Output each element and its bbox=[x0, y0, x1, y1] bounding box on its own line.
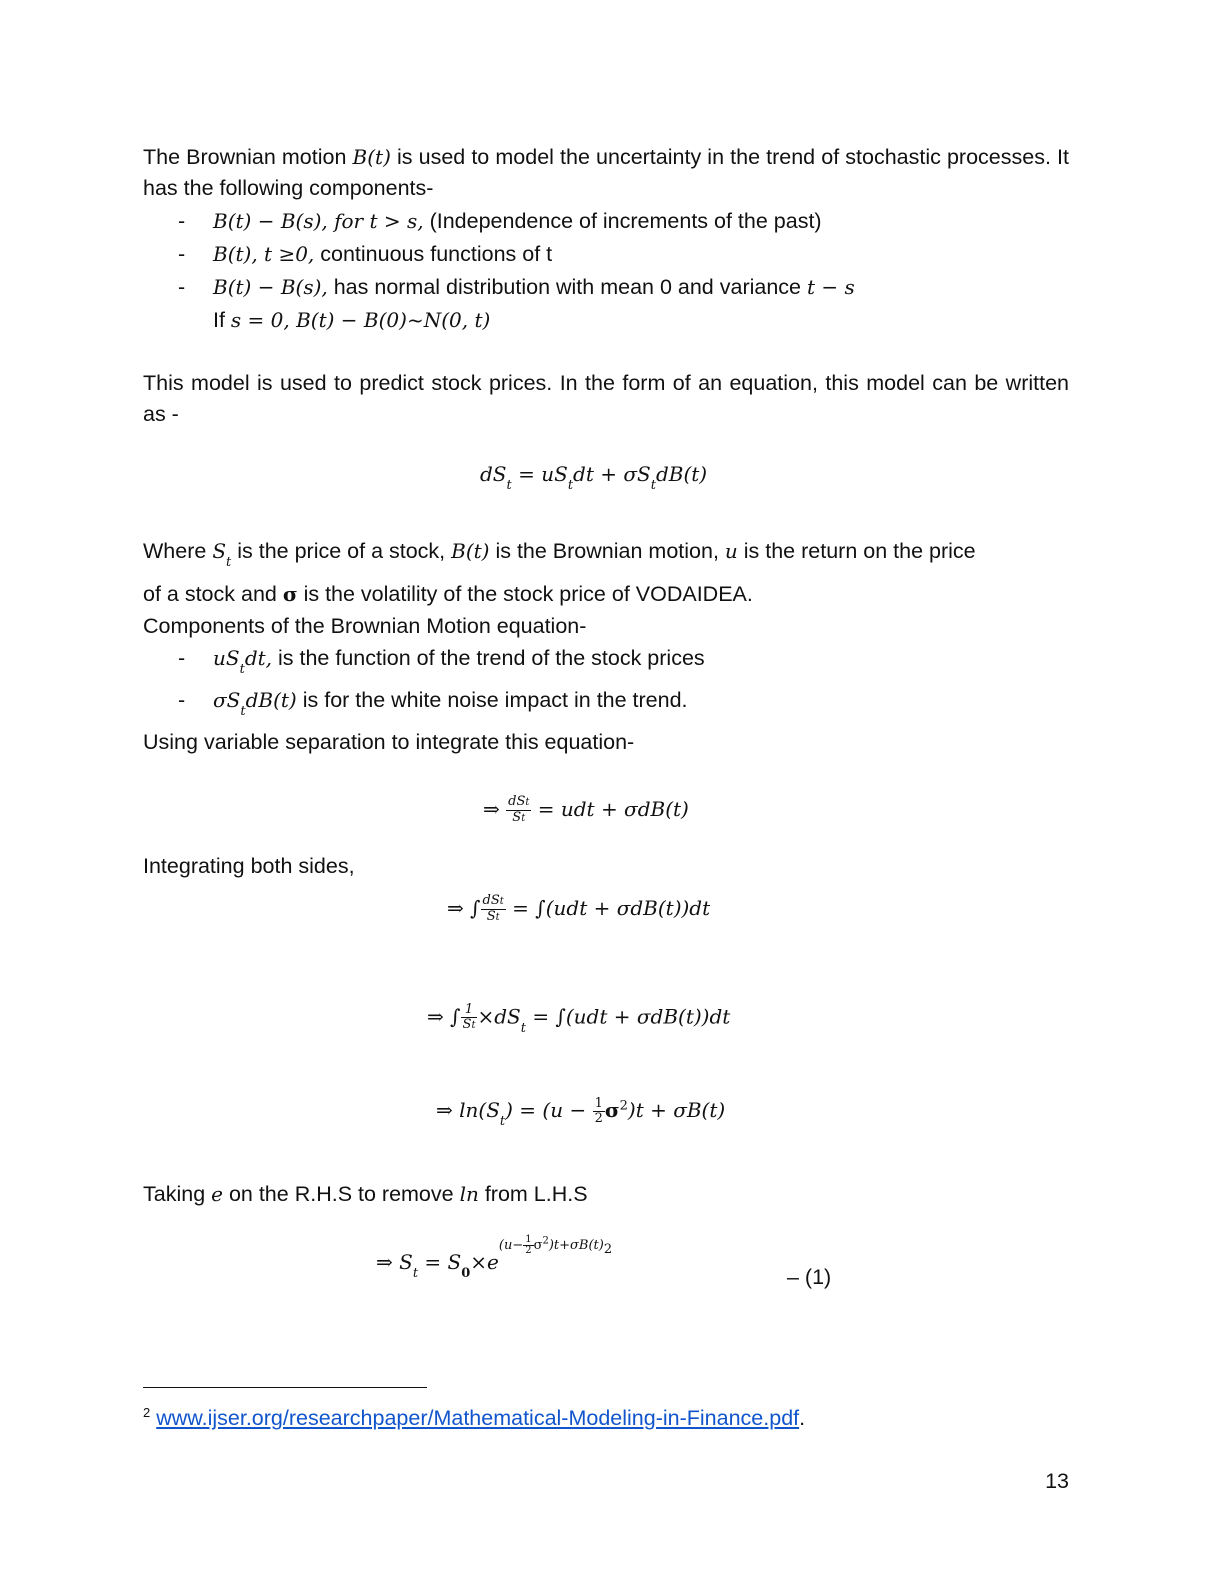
bullet-dash: - bbox=[178, 209, 186, 233]
separated-equation: ⇒ $\frac{\text{dSt}}{St}$ = udt + σdB(t) bbox=[483, 794, 689, 825]
integrating-line: Integrating both sides, bbox=[143, 854, 355, 878]
stock-price-solution-equation: ⇒ $S_t = S_0\times e^{(u- \frac{1}{2} \sigma^2)t+\sigma B(t)2}$ bbox=[376, 1234, 613, 1281]
page-number: 13 bbox=[1045, 1469, 1069, 1493]
bullet-dash: - bbox=[178, 242, 186, 266]
list-item: $uS_tdt$, is the function of the trend of the stock prices bbox=[213, 646, 705, 677]
stochastic-differential-equation: $dS_t = uS_tdt + \sigma S_tdB(t)$ bbox=[480, 462, 708, 493]
integral-equation-1: ⇒ ∫ $\frac{\text{dSt}}{St}$ = ∫(udt + σdB(t))dt bbox=[447, 893, 711, 924]
integral-equation-2: ⇒ ∫ $\frac{1}{St}$ $\times dS_t = \int(udt + \sigma dB(t))dt$ bbox=[427, 1002, 731, 1036]
bullet-dash: - bbox=[178, 275, 186, 299]
intro-paragraph: The Brownian motion B(t) is used to model the uncertainty in the trend of stochastic processes. It has the following components- bbox=[143, 145, 1069, 200]
math-bt: B(t) bbox=[352, 145, 391, 169]
list-item: B(t), t ≥0, continuous functions of t bbox=[213, 242, 553, 266]
footnote-link[interactable]: www.ijser.org/researchpaper/Mathematical-Modeling-in-Finance.pdf bbox=[156, 1406, 800, 1431]
footnote-mark: 2 bbox=[143, 1405, 151, 1420]
taking-e-line: Taking e on the R.H.S to remove ln from L.H.S bbox=[143, 1182, 588, 1206]
bullet-dash: - bbox=[178, 688, 186, 712]
list-item: B(t) − B(s), has normal distribution with mean 0 and variance t − s bbox=[213, 275, 855, 299]
model-paragraph: This model is used to predict stock prices. In the form of an equation, this model can be written as - bbox=[143, 371, 1069, 426]
where-line-1: Where $S_t$ is the price of a stock, B(t) is the Brownian motion, u is the return on the price bbox=[143, 539, 976, 570]
footnote: $^2$ www.ijser.org/researchpaper/Mathematical-Modeling-in-Finance.pdf. bbox=[143, 1405, 806, 1431]
log-solution-equation: ⇒ $\ln(S_t) = (u$ − $\frac{1}{2}$ $\sigma^2)t + \sigma B(t)$ bbox=[436, 1096, 726, 1129]
list-item: $\sigma S_tdB(t)$ is for the white noise impact in the trend. bbox=[213, 688, 688, 719]
where-line-2: of a stock and σ is the volatility of the stock price of VODAIDEA. bbox=[143, 582, 753, 606]
components-heading: Components of the Brownian Motion equation- bbox=[143, 614, 587, 638]
bullet-dash: - bbox=[178, 646, 186, 670]
list-item: B(t) − B(s), for t > s, (Independence of increments of the past) bbox=[213, 209, 822, 233]
equation-label: – (1) bbox=[787, 1265, 832, 1289]
if-condition-line: If s = 0, B(t) − B(0)~N(0, t) bbox=[213, 308, 491, 332]
footnote-separator bbox=[143, 1387, 427, 1388]
variable-separation-line: Using variable separation to integrate this equation- bbox=[143, 730, 635, 754]
